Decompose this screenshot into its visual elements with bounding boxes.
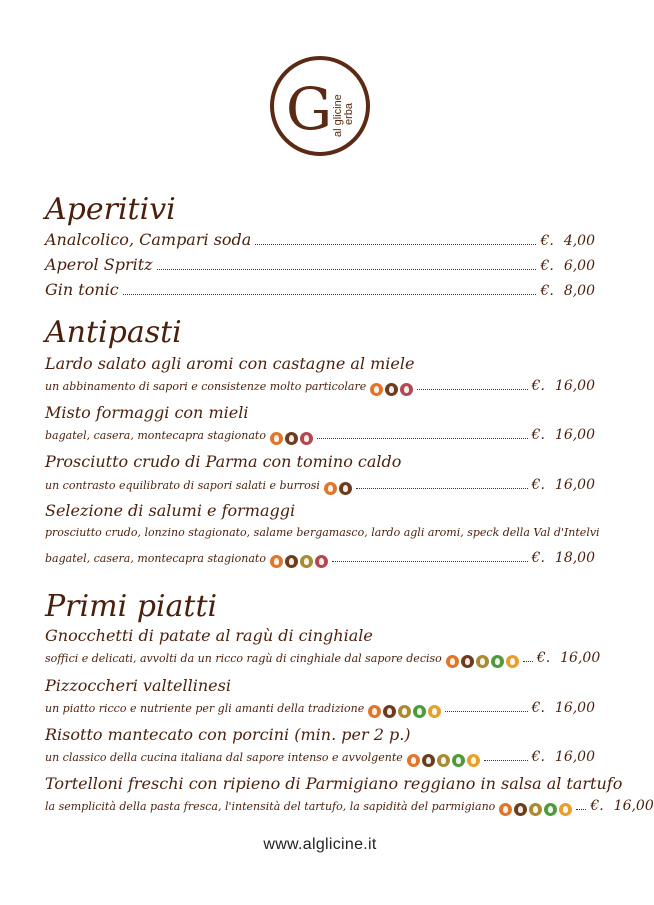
pink-icon: [300, 432, 313, 445]
website-link[interactable]: www.alglicine.it: [263, 836, 377, 853]
allergen-icons: [370, 383, 413, 396]
currency: €.: [540, 233, 554, 249]
dish-name: Prosciutto crudo di Parma con tomino caldo: [45, 452, 402, 471]
logo-text-bottom: erba: [343, 102, 355, 125]
dish-description: bagatel, casera, montecapra stagionato: [45, 552, 266, 565]
dot-leader: [445, 711, 527, 712]
price: 4,00: [563, 233, 595, 249]
currency: €.: [531, 749, 545, 765]
orange-icon: [270, 555, 283, 568]
olive-icon: [529, 803, 542, 816]
currency: €.: [590, 798, 604, 814]
amber-icon: [428, 705, 441, 718]
restaurant-logo: [269, 55, 371, 157]
dish-name: Misto formaggi con mieli: [45, 403, 249, 422]
price: 16,00: [554, 749, 595, 765]
dish-name: Risotto mantecato con porcini (min. per 2 p.): [45, 725, 411, 744]
dish-description: la semplicità della pasta fresca, l'intensità del tartufo, la sapidità del parmigiano: [45, 800, 496, 813]
menu-item: [45, 798, 654, 820]
dish-description: un abbinamento di sapori e consistenze molto particolare: [45, 380, 367, 393]
brown-icon: [383, 705, 396, 718]
dish-name: Gin tonic: [45, 280, 119, 299]
olive-icon: [476, 655, 489, 668]
currency: €.: [531, 427, 545, 443]
dish-description: bagatel, casera, montecapra stagionato: [45, 429, 266, 442]
pink-icon: [315, 555, 328, 568]
dot-leader: [332, 561, 528, 562]
allergen-icons: [270, 555, 328, 568]
price: 16,00: [554, 427, 595, 443]
dish-name: Aperol Spritz: [45, 255, 153, 274]
menu-item-description: [45, 526, 600, 548]
allergen-icons: [499, 803, 572, 816]
orange-icon: [499, 803, 512, 816]
dot-leader: [523, 661, 533, 662]
allergen-icons: [270, 432, 313, 445]
dot-leader: [317, 438, 528, 439]
dish-description: un piatto ricco e nutriente per gli amanti della tradizione: [45, 702, 365, 715]
price: 18,00: [554, 550, 595, 566]
price: 16,00: [560, 650, 601, 666]
dot-leader: [255, 244, 536, 245]
section-title-antipasti: Antipasti: [45, 315, 182, 350]
amber-icon: [559, 803, 572, 816]
dot-leader: [356, 488, 528, 489]
dish-name: Analcolico, Campari soda: [45, 230, 252, 249]
olive-icon: [437, 754, 450, 767]
allergen-icons: [324, 482, 352, 495]
menu-item: [45, 749, 595, 771]
dish-description: soffici e delicati, avvolti da un ricco ragù di cinghiale dal sapore deciso: [45, 652, 442, 665]
dish-description: prosciutto crudo, lonzino stagionato, salame bergamasco, lardo agli aromi, speck della Val d'Intelvi: [45, 526, 600, 539]
dish-name: Pizzoccheri valtellinesi: [45, 676, 231, 695]
amber-icon: [506, 655, 519, 668]
section-title-aperitivi: Aperitivi: [45, 192, 176, 227]
pink-icon: [400, 383, 413, 396]
orange-icon: [446, 655, 459, 668]
olive-icon: [398, 705, 411, 718]
green-icon: [491, 655, 504, 668]
brown-icon: [285, 555, 298, 568]
logo-letter: G: [285, 75, 333, 143]
amber-icon: [467, 754, 480, 767]
orange-icon: [324, 482, 337, 495]
brown-icon: [385, 383, 398, 396]
dot-leader: [417, 389, 527, 390]
currency: €.: [540, 258, 554, 274]
orange-icon: [368, 705, 381, 718]
price: 16,00: [554, 378, 595, 394]
menu-item: [45, 550, 595, 572]
currency: €.: [536, 650, 551, 666]
green-icon: [452, 754, 465, 767]
price: 16,00: [554, 700, 595, 716]
price: 16,00: [554, 477, 595, 493]
orange-icon: [270, 432, 283, 445]
currency: €.: [531, 550, 545, 566]
dot-leader: [123, 294, 537, 295]
menu-item: [45, 378, 595, 400]
green-icon: [544, 803, 557, 816]
brown-icon: [461, 655, 474, 668]
menu-item: [45, 700, 595, 722]
green-icon: [413, 705, 426, 718]
menu-item: [45, 280, 595, 302]
brown-icon: [422, 754, 435, 767]
allergen-icons: [446, 655, 519, 668]
dish-name: Tortelloni freschi con ripieno di Parmigiano reggiano in salsa al tartufo: [45, 774, 623, 793]
logo-text-top: al glicine: [332, 94, 344, 137]
currency: €.: [531, 700, 545, 716]
dish-description: un contrasto equilibrato di sapori salati e burrosi: [45, 479, 320, 492]
dish-description: un classico della cucina italiana dal sapore intenso e avvolgente: [45, 751, 403, 764]
orange-icon: [370, 383, 383, 396]
currency: €.: [531, 378, 545, 394]
dish-name: Selezione di salumi e formaggi: [45, 501, 296, 520]
menu-item: [45, 427, 595, 449]
orange-icon: [407, 754, 420, 767]
menu-item: [45, 650, 601, 672]
currency: €.: [540, 283, 554, 299]
dot-leader: [157, 269, 537, 270]
brown-icon: [339, 482, 352, 495]
dish-name: Lardo salato agli aromi con castagne al miele: [45, 354, 415, 373]
brown-icon: [285, 432, 298, 445]
dot-leader: [484, 760, 528, 761]
section-title-primi: Primi piatti: [45, 589, 218, 624]
allergen-icons: [368, 705, 441, 718]
price: 6,00: [563, 258, 595, 274]
allergen-icons: [407, 754, 480, 767]
olive-icon: [300, 555, 313, 568]
dot-leader: [576, 809, 586, 810]
brown-icon: [514, 803, 527, 816]
currency: €.: [531, 477, 545, 493]
price: 8,00: [563, 283, 595, 299]
menu-item: [45, 255, 595, 277]
dish-name: Gnocchetti di patate al ragù di cinghiale: [45, 626, 373, 645]
menu-item: [45, 477, 595, 499]
price: 16,00: [613, 798, 654, 814]
menu-item: [45, 230, 595, 252]
